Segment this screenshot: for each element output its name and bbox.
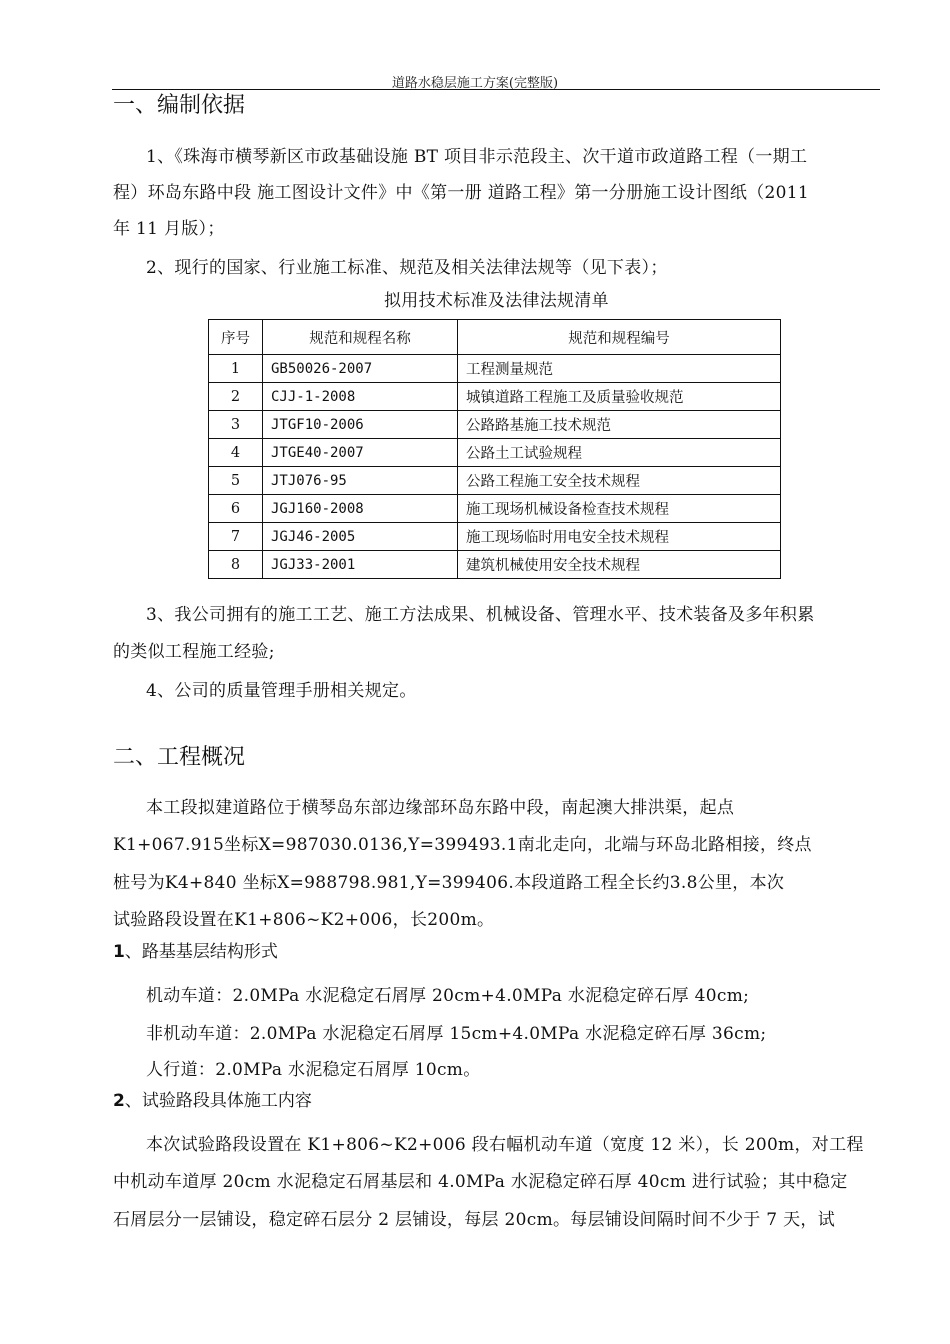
row-code: JGJ46-2005 [263, 523, 458, 551]
row-code: CJJ-1-2008 [263, 383, 458, 411]
standards-table [208, 319, 781, 579]
basis-item-3-line1: 3、我公司拥有的施工工艺、施工方法成果、机械设备、管理水平、技术装备及多年积累 [146, 605, 815, 625]
row-code: JTGE40-2007 [263, 439, 458, 467]
section2-title: 二、工程概况 [113, 745, 246, 770]
row-seq: 7 [209, 523, 263, 551]
row-name: 公路土工试验规程 [458, 439, 781, 467]
row-seq: 2 [209, 383, 263, 411]
subsection2-title: 、试验路段具体施工内容 [124, 1091, 312, 1111]
row-name: 施工现场临时用电安全技术规程 [458, 523, 781, 551]
table-row [209, 551, 781, 579]
trial-line2: 中机动车道厚 20cm 水泥稳定石屑基层和 4.0MPa 水泥稳定碎石厚 40cm 进行试验；其中稳定 [113, 1172, 848, 1192]
table-row [209, 383, 781, 411]
row-seq: 8 [209, 551, 263, 579]
row-name: 城镇道路工程施工及质量验收规范 [458, 383, 781, 411]
trial-line3: 石屑层分一层铺设，稳定碎石层分 2 层铺设，每层 20cm。每层铺设间隔时间不少于 7 天，试 [113, 1210, 836, 1230]
table-row [209, 495, 781, 523]
row-seq: 3 [209, 411, 263, 439]
row-name: 施工现场机械设备检查技术规程 [458, 495, 781, 523]
row-name: 公路路基施工技术规范 [458, 411, 781, 439]
table-row [209, 411, 781, 439]
structure-sidewalk: 人行道：2.0MPa 水泥稳定石屑厚 10cm。 [146, 1060, 481, 1080]
section1-title: 一、编制依据 [113, 93, 246, 118]
row-code: JGJ33-2001 [263, 551, 458, 579]
page-header-title: 道路水稳层施工方案(完整版) [391, 76, 559, 91]
header-seq: 序号 [209, 320, 263, 355]
basis-item-1-line1: 1、《珠海市横琴新区市政基础设施 BT 项目非示范段主、次干道市政道路工程（一期工 [146, 147, 808, 167]
basis-item-1-line2: 程）环岛东路中段 施工图设计文件》中《第一册 道路工程》第一分册施工设计图纸（2011 [113, 183, 809, 203]
row-code: JTGF10-2006 [263, 411, 458, 439]
row-name: 公路工程施工安全技术规程 [458, 467, 781, 495]
row-name: 工程测量规范 [458, 355, 781, 383]
table-row [209, 467, 781, 495]
overview-line1: 本工段拟建道路位于横琴岛东部边缘部环岛东路中段，南起澳大排洪渠，起点 [146, 798, 735, 818]
row-code: GB50026-2007 [263, 355, 458, 383]
basis-item-2: 2、现行的国家、行业施工标准、规范及相关法律法规等（见下表）； [146, 258, 668, 278]
table-row [209, 523, 781, 551]
overview-line4: 试验路段设置在K1+806~K2+006，长200m。 [113, 910, 495, 930]
subsection1-heading [113, 937, 278, 962]
table-row [209, 355, 781, 383]
structure-non-motor-lane: 非机动车道：2.0MPa 水泥稳定石屑厚 15cm+4.0MPa 水泥稳定碎石厚 36cm; [146, 1024, 767, 1044]
subsection1-title: 、路基基层结构形式 [124, 942, 278, 962]
trial-line1: 本次试验路段设置在 K1+806~K2+006 段右幅机动车道（宽度 12 米），长 200m，对工程 [146, 1135, 864, 1155]
basis-item-3-line2: 的类似工程施工经验; [113, 642, 275, 662]
subsection1-number: 1 [113, 942, 125, 962]
row-name: 建筑机械使用安全技术规程 [458, 551, 781, 579]
row-seq: 5 [209, 467, 263, 495]
header-code: 规范和规程编号 [458, 320, 781, 355]
subsection2-number: 2 [113, 1091, 125, 1111]
table-row [209, 439, 781, 467]
row-seq: 1 [209, 355, 263, 383]
table-header-row [209, 320, 781, 355]
subsection2-heading [113, 1086, 312, 1111]
row-seq: 6 [209, 495, 263, 523]
row-code: JGJ160-2008 [263, 495, 458, 523]
row-seq: 4 [209, 439, 263, 467]
basis-item-4: 4、公司的质量管理手册相关规定。 [146, 681, 417, 701]
overview-line3: 桩号为K4+840 坐标X=988798.981,Y=399406.本段道路工程全长约3.8公里，本次 [113, 873, 785, 893]
header-name: 规范和规程名称 [263, 320, 458, 355]
overview-line2: K1+067.915坐标X=987030.0136,Y=399493.1南北走向，北端与环岛北路相接，终点 [113, 835, 812, 855]
basis-item-1-line3: 年 11 月版）； [113, 219, 225, 239]
structure-motor-lane: 机动车道：2.0MPa 水泥稳定石屑厚 20cm+4.0MPa 水泥稳定碎石厚 40cm; [146, 986, 750, 1006]
row-code: JTJ076-95 [263, 467, 458, 495]
table-caption: 拟用技术标准及法律法规清单 [384, 291, 609, 311]
